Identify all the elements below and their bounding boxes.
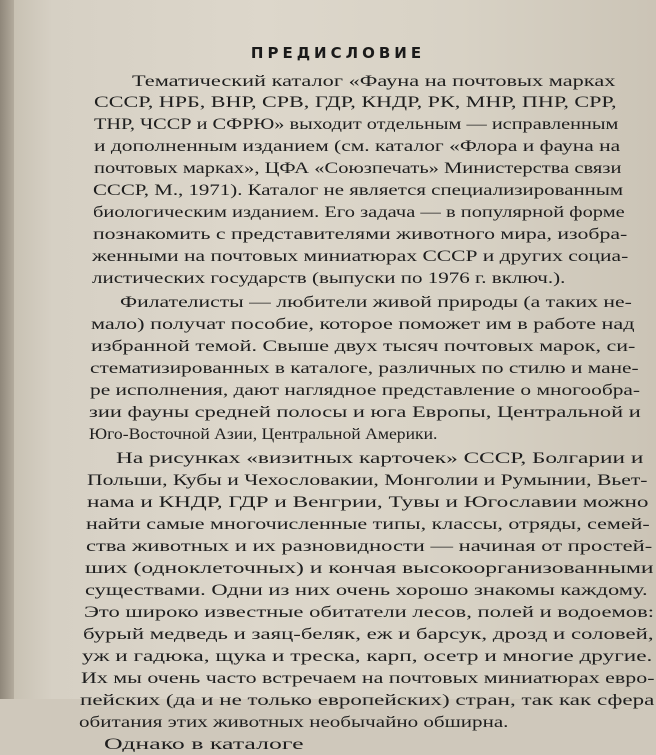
text-line: биологическим изданием. Его задача — в популярной форме [93,204,625,221]
text-line: СССР, НРБ, ВНР, СРВ, ГДР, КНДР, РК, МНР, ПНР, СРР, [94,94,617,111]
text-line: ства животных и их разновидности — начиная от простей- [86,538,653,555]
text-line: Однако в каталоге [104,736,304,753]
text-line: нама и КНДР, ГДР и Венгрии, Тувы и Югославии можно [87,494,649,511]
text-line: мало) получат пособие, которое поможет им в работе над [91,316,635,333]
text-line: Это широко известные обитатели лесов, полей и водоемов: [84,604,655,621]
text-line: Тематический каталог «Фауна на почтовых марках [132,73,616,90]
text-line: СССР, М., 1971). Каталог не является специализированным [93,182,624,199]
text-line: бурый медведь и заяц-беляк, еж и барсук, дрозд и соловей, [83,626,654,643]
text-line: Юго-Восточной Азии, Центральной Америки. [89,426,438,443]
page-title: ПРЕДИСЛОВИЕ [250,44,426,62]
text-line: На рисунках «визитных карточек» СССР, Болгарии и [116,450,644,467]
book-spine-shadow [0,0,14,699]
text-line: Филателисты — любители живой природы (а таких не- [120,294,632,311]
text-line: ре исполнения, дают наглядное представление о многообра- [90,382,641,399]
text-line: и дополненным изданием (см. каталог «Флора и фауна на [94,138,621,155]
text-line: пейских (да и не только европейских) стран, так как сфера [80,692,655,709]
text-line: почтовых марках», ЦФА «Союзпечать» Министерства связи [94,160,622,177]
text-line: существами. Одни из них очень хорошо знакомы каждому. [85,582,648,599]
text-line: ших (одноклеточных) и кончая высокоорганизованными [85,560,654,577]
text-line: найти самые многочисленные типы, классы, отряды, семей- [86,516,650,533]
text-line: Польши, Кубы и Чехословакии, Монголии и Румынии, Вьет- [87,472,648,489]
text-line: ТНР, ЧССР и СФРЮ» выходит отдельным — исправленным [94,116,619,133]
text-line: Их мы очень часто встречаем на почтовых миниатюрах евро- [81,670,655,687]
text-line: уж и гадюка, щука и треска, карп, осетр и многие другие. [82,648,653,665]
text-line: обитания этих животных необычайно обширна. [79,714,509,731]
text-line: листических государств (выпуски по 1976 г. включ.). [92,270,566,287]
text-line: познакомить с представителями животного мира, изобра- [93,226,628,243]
text-line: избранной темой. Свыше двух тысяч почтовых марок, си- [91,338,636,355]
text-line: женными на почтовых миниатюрах СССР и других социа- [92,248,629,265]
text-line: стематизированных в каталоге, различных по стилю и мане- [90,360,639,377]
text-line: зии фауны средней полосы и юга Европы, Центральной и [89,404,641,421]
